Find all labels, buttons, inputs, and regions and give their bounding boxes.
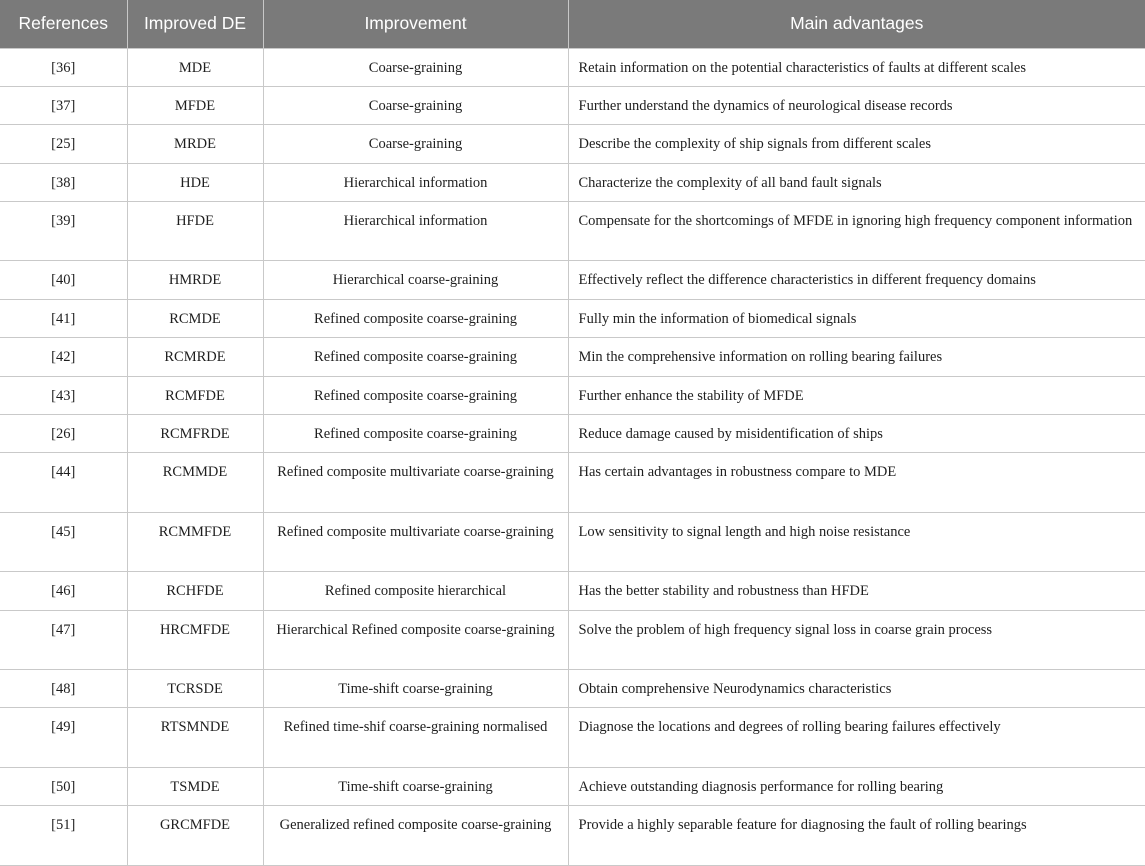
cell-main-advantage: Provide a highly separable feature for diagnosing the fault of rolling bearings	[568, 806, 1145, 865]
cell-reference: [51]	[0, 806, 127, 865]
cell-main-advantage: Solve the problem of high frequency signal loss in coarse grain process	[568, 610, 1145, 669]
cell-improvement: Time-shift coarse-graining	[263, 669, 568, 707]
cell-main-advantage: Further enhance the stability of MFDE	[568, 376, 1145, 414]
cell-main-advantage: Fully min the information of biomedical signals	[568, 299, 1145, 337]
cell-reference: [46]	[0, 572, 127, 610]
table-row	[0, 163, 1145, 201]
cell-improved-de: GRCMFDE	[127, 806, 263, 865]
cell-reference: [44]	[0, 453, 127, 512]
cell-reference: [49]	[0, 708, 127, 767]
table-row	[0, 202, 1145, 261]
cell-main-advantage: Compensate for the shortcomings of MFDE in ignoring high frequency component information	[568, 202, 1145, 261]
table-row	[0, 376, 1145, 414]
cell-main-advantage: Achieve outstanding diagnosis performance for rolling bearing	[568, 767, 1145, 805]
cell-improvement: Hierarchical information	[263, 202, 568, 261]
table-row	[0, 86, 1145, 124]
cell-main-advantage: Reduce damage caused by misidentification of ships	[568, 415, 1145, 453]
cell-main-advantage: Low sensitivity to signal length and high noise resistance	[568, 512, 1145, 571]
cell-reference: [39]	[0, 202, 127, 261]
header-improved-de: Improved DE	[127, 0, 263, 48]
cell-reference: [25]	[0, 125, 127, 163]
cell-reference: [42]	[0, 338, 127, 376]
header-row	[0, 0, 1145, 48]
cell-reference: [38]	[0, 163, 127, 201]
cell-improved-de: TSMDE	[127, 767, 263, 805]
cell-reference: [37]	[0, 86, 127, 124]
cell-improvement: Refined composite coarse-graining	[263, 338, 568, 376]
cell-main-advantage: Further understand the dynamics of neurological disease records	[568, 86, 1145, 124]
cell-main-advantage: Min the comprehensive information on rolling bearing failures	[568, 338, 1145, 376]
table-row	[0, 415, 1145, 453]
cell-improved-de: HDE	[127, 163, 263, 201]
cell-reference: [45]	[0, 512, 127, 571]
cell-improved-de: HRCMFDE	[127, 610, 263, 669]
table-body	[0, 48, 1145, 865]
cell-improvement: Refined composite multivariate coarse-graining	[263, 453, 568, 512]
cell-improvement: Hierarchical information	[263, 163, 568, 201]
cell-improved-de: RCMMFDE	[127, 512, 263, 571]
cell-improvement: Refined composite multivariate coarse-graining	[263, 512, 568, 571]
cell-improved-de: RCMDE	[127, 299, 263, 337]
cell-main-advantage: Obtain comprehensive Neurodynamics characteristics	[568, 669, 1145, 707]
cell-improved-de: HFDE	[127, 202, 263, 261]
cell-improvement: Coarse-graining	[263, 48, 568, 86]
cell-improvement: Refined composite coarse-graining	[263, 299, 568, 337]
cell-improved-de: MRDE	[127, 125, 263, 163]
cell-improved-de: MFDE	[127, 86, 263, 124]
cell-improvement: Refined time-shif coarse-graining normalised	[263, 708, 568, 767]
cell-main-advantage: Characterize the complexity of all band fault signals	[568, 163, 1145, 201]
table-row	[0, 125, 1145, 163]
cell-reference: [50]	[0, 767, 127, 805]
cell-improvement: Generalized refined composite coarse-graining	[263, 806, 568, 865]
table-row	[0, 669, 1145, 707]
cell-improved-de: RCMRDE	[127, 338, 263, 376]
header-main-advantages: Main advantages	[568, 0, 1145, 48]
cell-improved-de: RCMFDE	[127, 376, 263, 414]
cell-main-advantage: Diagnose the locations and degrees of rolling bearing failures effectively	[568, 708, 1145, 767]
cell-main-advantage: Has the better stability and robustness than HFDE	[568, 572, 1145, 610]
header-improvement: Improvement	[263, 0, 568, 48]
table-row	[0, 572, 1145, 610]
table-row	[0, 610, 1145, 669]
cell-improvement: Coarse-graining	[263, 86, 568, 124]
cell-improved-de: RCMMDE	[127, 453, 263, 512]
cell-improvement: Hierarchical coarse-graining	[263, 261, 568, 299]
cell-improved-de: RCMFRDE	[127, 415, 263, 453]
cell-reference: [40]	[0, 261, 127, 299]
cell-reference: [48]	[0, 669, 127, 707]
table-row	[0, 48, 1145, 86]
cell-improvement: Refined composite coarse-graining	[263, 376, 568, 414]
cell-reference: [43]	[0, 376, 127, 414]
cell-reference: [36]	[0, 48, 127, 86]
cell-improvement: Time-shift coarse-graining	[263, 767, 568, 805]
cell-improved-de: TCRSDE	[127, 669, 263, 707]
cell-reference: [41]	[0, 299, 127, 337]
cell-main-advantage: Effectively reflect the difference characteristics in different frequency domains	[568, 261, 1145, 299]
cell-reference: [47]	[0, 610, 127, 669]
cell-improvement: Hierarchical Refined composite coarse-graining	[263, 610, 568, 669]
cell-main-advantage: Describe the complexity of ship signals from different scales	[568, 125, 1145, 163]
table-row	[0, 708, 1145, 767]
cell-improvement: Refined composite coarse-graining	[263, 415, 568, 453]
table-row	[0, 338, 1145, 376]
table-row	[0, 512, 1145, 571]
cell-improvement: Coarse-graining	[263, 125, 568, 163]
cell-improved-de: RTSMNDE	[127, 708, 263, 767]
table-row	[0, 806, 1145, 865]
cell-main-advantage: Has certain advantages in robustness compare to MDE	[568, 453, 1145, 512]
cell-reference: [26]	[0, 415, 127, 453]
cell-improved-de: MDE	[127, 48, 263, 86]
cell-main-advantage: Retain information on the potential characteristics of faults at different scales	[568, 48, 1145, 86]
header-references: References	[0, 0, 127, 48]
cell-improvement: Refined composite hierarchical	[263, 572, 568, 610]
table-row	[0, 299, 1145, 337]
table-row	[0, 261, 1145, 299]
cell-improved-de: RCHFDE	[127, 572, 263, 610]
table-row	[0, 767, 1145, 805]
cell-improved-de: HMRDE	[127, 261, 263, 299]
table-header	[0, 0, 1145, 48]
table-row	[0, 453, 1145, 512]
